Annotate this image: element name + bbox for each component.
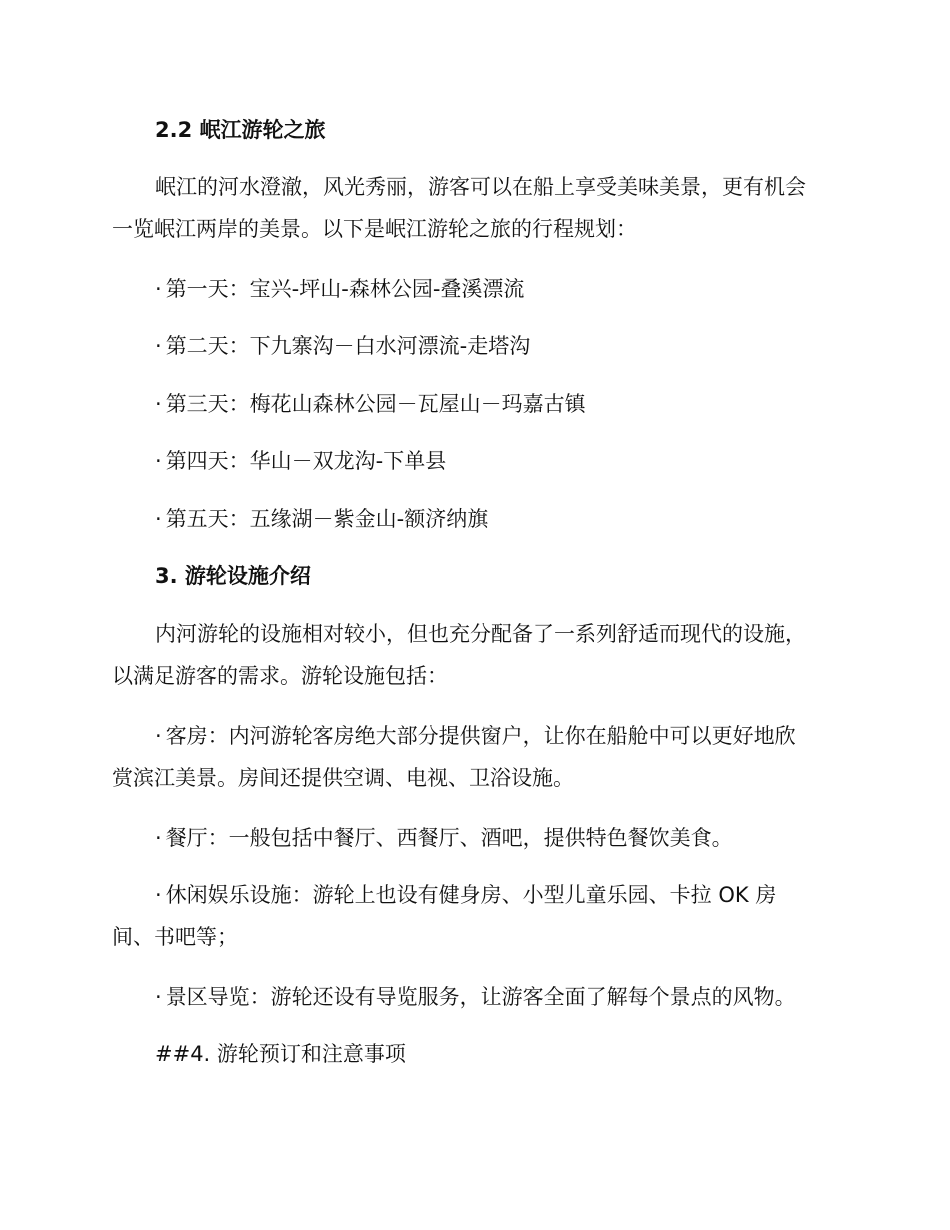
- paragraph-line: 岷江的河水澄澈，风光秀丽，游客可以在船上享受美味美景，更有机会: [155, 175, 806, 199]
- itinerary-item: [155, 275, 885, 303]
- itinerary-item: [155, 447, 885, 475]
- bullet: ·: [155, 826, 162, 850]
- paragraph-line: 以满足游客的需求。游轮设施包括：: [112, 664, 448, 688]
- facility-item: [155, 722, 885, 750]
- itinerary-text: 第四天：华山－双龙沟-下单县: [165, 449, 447, 473]
- facility-text-continued: 间、书吧等；: [112, 925, 238, 949]
- facility-item: [155, 881, 885, 909]
- bullet: ·: [155, 392, 162, 416]
- itinerary-text: 第一天：宝兴-坪山-森林公园-叠溪漂流: [165, 277, 525, 301]
- paragraph-line: 内河游轮的设施相对较小，但也充分配备了一系列舒适而现代的设施，: [155, 622, 806, 646]
- facility-item: [155, 983, 885, 1011]
- facility-text: 餐厅：一般包括中餐厅、西餐厅、酒吧，提供特色餐饮美食。: [165, 826, 733, 850]
- bullet: ·: [155, 449, 162, 473]
- facility-text: 休闲娱乐设施：游轮上也设有健身房、小型儿童乐园、卡拉 OK 房: [165, 883, 777, 907]
- bullet: ·: [155, 883, 162, 907]
- itinerary-text: 第二天：下九寨沟－白水河漂流-走塔沟: [165, 334, 531, 358]
- itinerary-item: [155, 332, 885, 360]
- bullet: ·: [155, 507, 162, 531]
- bullet: ·: [155, 334, 162, 358]
- facility-text: 景区导览：游轮还设有导览服务，让游客全面了解每个景点的风物。: [165, 985, 796, 1009]
- itinerary-item: [155, 390, 885, 418]
- bullet: ·: [155, 985, 162, 1009]
- bullet: ·: [155, 277, 162, 301]
- facility-item: [155, 824, 885, 852]
- section-heading-2-2: 2.2 岷江游轮之旅: [155, 118, 326, 142]
- section-heading-4: ##4. 游轮预订和注意事项: [155, 1042, 406, 1066]
- itinerary-text: 第三天：梅花山森林公园－瓦屋山－玛嘉古镇: [165, 392, 586, 416]
- itinerary-item: [155, 505, 885, 533]
- paragraph-line: 一览岷江两岸的美景。以下是岷江游轮之旅的行程规划：: [112, 217, 637, 241]
- bullet: ·: [155, 724, 162, 748]
- section-heading-3: 3. 游轮设施介绍: [155, 564, 311, 588]
- itinerary-text: 第五天：五缘湖－紫金山-额济纳旗: [165, 507, 489, 531]
- facility-text: 客房：内河游轮客房绝大部分提供窗户，让你在船舱中可以更好地欣: [165, 724, 796, 748]
- facility-text-continued: 赏滨江美景。房间还提供空调、电视、卫浴设施。: [112, 766, 574, 790]
